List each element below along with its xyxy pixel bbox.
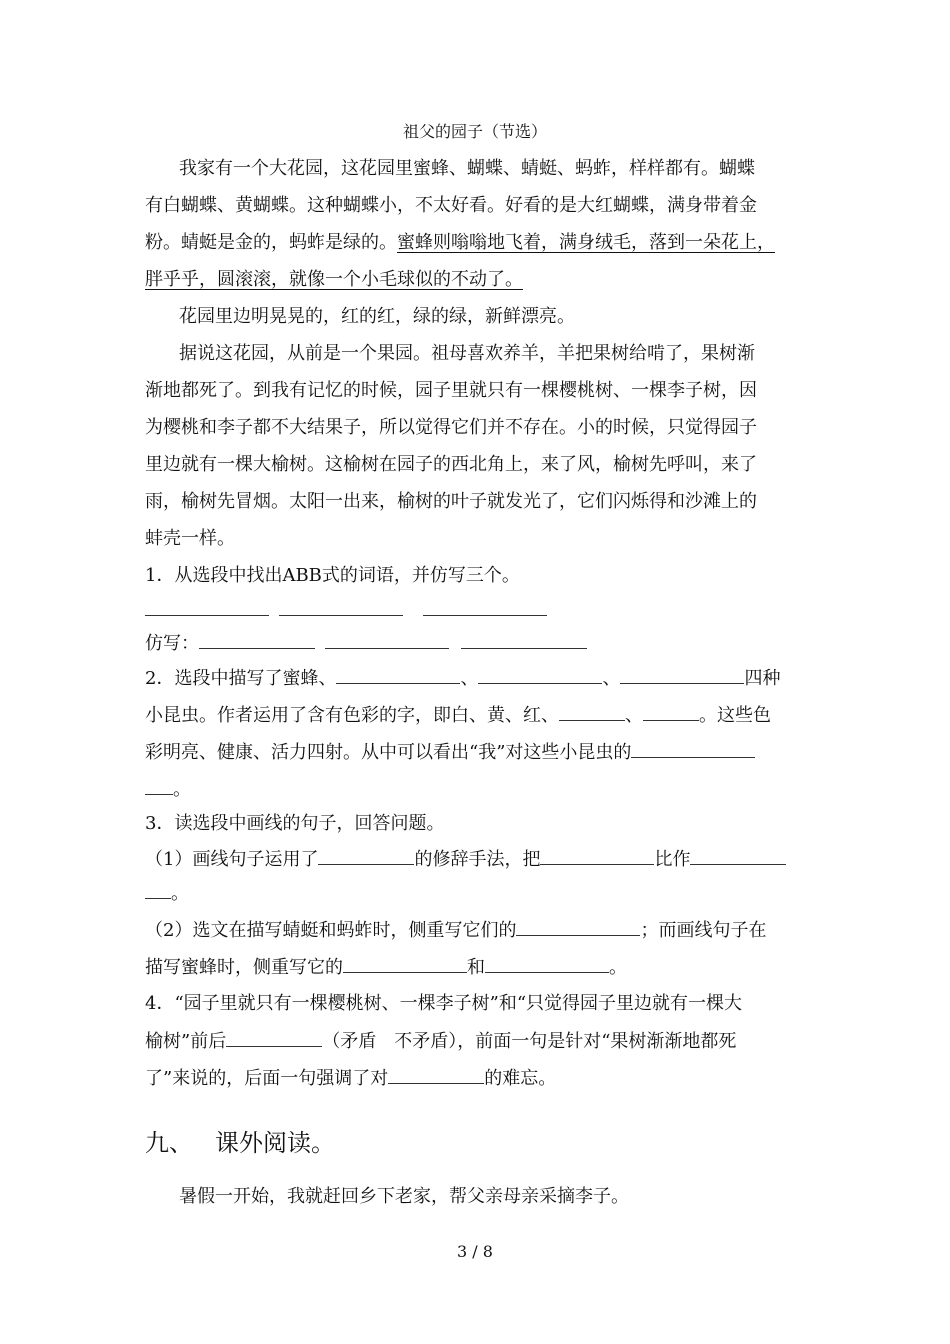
question-3-2-text: 。 [609,957,627,978]
page-number: 3 / 8 [457,1242,493,1261]
question-4-text: 榆树”前后 [145,1031,227,1052]
question-4-line-2 [145,1028,736,1055]
answer-blank[interactable] [690,846,786,865]
answer-blank[interactable] [631,739,755,758]
answer-blank[interactable] [199,630,315,649]
question-2-text: 。这些色 [699,705,771,726]
question-3-2-line-1 [145,917,766,944]
question-2-line-1 [145,665,780,692]
paragraph-3-line-1: 据说这花园，从前是一个果园。祖母喜欢养羊，羊把果树给啃了，果树渐 [179,343,755,364]
answer-blank[interactable] [620,665,744,684]
question-3-1-text: （1）画线句子运用了 [145,849,319,870]
question-4-text: 了”来说的，后面一句强调了对 [145,1068,389,1089]
answer-blank[interactable] [388,1065,484,1084]
paragraph-3-line-2: 渐地都死了。到我有记忆的时候，园子里就只有一棵樱桃树、一棵李子树，因 [145,380,757,401]
paragraph-3-line-5: 雨，榆树先冒烟。太阳一出来，榆树的叶子就发光了，它们闪烁得和沙滩上的 [145,491,757,512]
question-2-text: 四种 [744,668,781,689]
answer-blank[interactable] [318,846,414,865]
question-2-text: 小昆虫。作者运用了含有色彩的字，即白、黄、红、 [145,705,559,726]
answer-blank[interactable] [145,880,171,899]
paragraph-3-line-3: 为樱桃和李子都不大结果子，所以觉得它们并不存在。小的时候，只觉得园子 [145,417,757,438]
paragraph-2: 花园里边明晃晃的，红的红，绿的绿，新鲜漂亮。 [179,306,575,327]
paragraph-1-line-2: 有白蝴蝶、黄蝴蝶。这种蝴蝶小，不太好看。好看的是大红蝴蝶，满身带着金 [145,195,757,216]
question-3-1-text: 比作 [654,849,691,870]
question-3-2-line-2 [145,954,627,981]
section-9-paragraph: 暑假一开始，我就赶回乡下老家，帮父亲母亲采摘李子。 [179,1186,629,1207]
answer-blank[interactable] [485,954,609,973]
question-3: 3．读选段中画线的句子，回答问题。 [145,813,445,834]
question-3-1-line-1 [145,846,786,873]
question-2-text: 2．选段中描写了蜜蜂、 [145,668,337,689]
answer-blank[interactable] [516,917,640,936]
section-number: 九、 [145,1129,193,1157]
answer-blank[interactable] [461,630,587,649]
paragraph-1-line-3 [145,230,775,256]
section-9-heading [145,1126,335,1160]
separator: 、 [625,705,643,726]
section-title: 课外阅读。 [215,1129,335,1157]
answer-blank[interactable] [279,597,403,616]
answer-blank[interactable] [643,702,699,721]
question-2-line-4 [145,776,191,803]
question-3-1-line-2 [145,880,189,907]
answer-blank[interactable] [478,665,602,684]
paragraph-3-line-4: 里边就有一棵大榆树。这榆树在园子的西北角上，来了风，榆树先呼叫，来了 [145,454,757,475]
question-2-line-2 [145,702,771,729]
separator: 、 [460,668,479,689]
answer-blank[interactable] [325,630,449,649]
paragraph-1-line-3-plain: 粉。蜻蜓是金的，蚂蚱是绿的。 [145,232,397,253]
separator: 、 [602,668,621,689]
question-3-2-text: （2）选文在描写蜻蜓和蚂蚱时，侧重写它们的 [145,920,517,941]
answer-blank[interactable] [559,702,625,721]
question-1-imitation [145,630,587,657]
question-1-answer-blanks [145,597,547,624]
underlined-sentence-part-1: 蜜蜂则嗡嗡地飞着，满身绒毛，落到一朵花上， [397,232,775,253]
question-3-1-text: 。 [171,883,189,904]
answer-blank[interactable] [423,597,547,616]
question-3-1-text: 的修辞手法，把 [414,849,541,870]
question-3-2-text: ；而画线句子在 [640,920,767,941]
paragraph-3-line-6: 蚌壳一样。 [145,528,235,549]
question-4-text: 的难忘。 [484,1068,557,1089]
question-3-2-text: 描写蜜蜂时，侧重写它的 [145,957,343,978]
answer-blank[interactable] [336,665,460,684]
answer-blank[interactable] [145,776,173,795]
question-2-text: 。 [173,779,191,800]
paragraph-1-line-1: 我家有一个大花园，这花园里蜜蜂、蝴蝶、蜻蜓、蚂蚱，样样都有。蝴蝶 [179,158,755,179]
imitation-label: 仿写： [145,633,199,654]
question-4-line-1: 4．“园子里就只有一棵樱桃树、一棵李子树”和“只觉得园子里边就有一棵大 [145,993,743,1014]
answer-blank[interactable] [145,597,269,616]
answer-blank[interactable] [226,1028,322,1047]
question-4-line-3 [145,1065,556,1092]
answer-blank[interactable] [540,846,654,865]
underlined-sentence-part-2: 胖乎乎，圆滚滚，就像一个小毛球似的不动了。 [145,269,523,290]
answer-blank[interactable] [343,954,467,973]
question-3-2-text: 和 [467,957,485,978]
question-2-line-3 [145,739,755,766]
question-2-text: 彩明亮、健康、活力四射。从中可以看出“我”对这些小昆虫的 [145,742,632,763]
question-1: 1．从选段中找出ABB式的词语，并仿写三个。 [145,565,520,586]
question-4-text: （矛盾 不矛盾），前面一句是针对“果树渐渐地都死 [322,1031,737,1052]
passage-title: 祖父的园子（节选） [402,122,547,141]
